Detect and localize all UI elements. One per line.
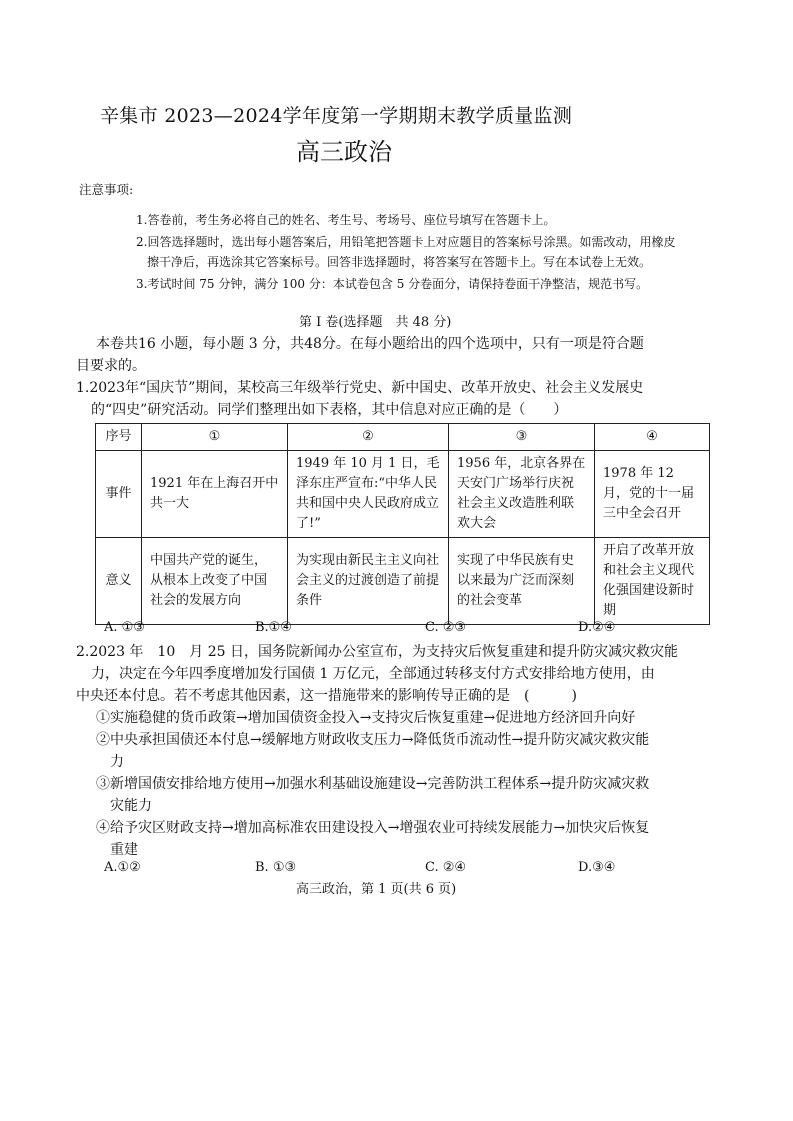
notice-item: 擦干净后，再选涂其它答案标号。回答非选择题时，将答案写在答题卡上。写在本试卷上无效。 <box>147 255 652 269</box>
row-label: 事件 <box>96 451 142 538</box>
q1-stem: 1.2023年“国庆节”期间，某校高三年级举行党史、新中国史、改革开放史、社会主义发展史 <box>76 380 644 396</box>
notice-item: 1.答卷前，考生务必将自己的姓名、考生号、考场号、座位号填写在答题卡上。 <box>136 213 556 227</box>
q1-option-a: A. ①③ <box>104 620 145 635</box>
notice-item: 2.回答选择题时，选出每小题答案后，用铅笔把答题卡上对应题目的答案标号涂黑。如需改动，用橡皮 <box>136 235 676 249</box>
section-title: 第 Ⅰ 卷(选择题 共 48 分) <box>299 315 452 330</box>
q1-option-b: B.①④ <box>255 620 292 635</box>
table-row <box>96 538 710 625</box>
notice-heading: 注意事项: <box>79 182 134 197</box>
table-header: ② <box>288 424 449 451</box>
q2-item: ①实施稳健的货币政策→增加国债资金投入→支持灾后恢复重建→促进地方经济回升向好 <box>96 710 636 726</box>
q2-item: ②中央承担国债还本付息→缓解地方财政收支压力→降低货币流动性→提升防灾减灾救灾能 <box>96 732 650 748</box>
notice-item: 3.考试时间 75 分钟，满分 100 分：本试卷包含 5 分卷面分，请保持卷面干净整洁，规范书写。 <box>136 277 649 291</box>
q2-stem: 力，决定在今年四季度增加发行国债 1 万亿元，全部通过转移支付方式安排给地方使用，由 <box>91 666 655 682</box>
q1-table <box>95 423 710 625</box>
table-header: 序号 <box>96 424 142 451</box>
table-cell: 为实现由新民主主义向社会主义的过渡创造了前提条件 <box>288 538 449 625</box>
q2-option-b: B. ①③ <box>255 860 297 875</box>
table-cell: 1921 年在上海召开中共一大 <box>142 451 288 538</box>
q1-option-d: D.②④ <box>578 620 616 635</box>
row-label: 意义 <box>96 538 142 625</box>
q2-option-a: A.①② <box>104 860 141 875</box>
table-header-row <box>96 424 710 451</box>
section-intro: 本卷共16 小题，每小题 3 分，共48分。在每小题给出的四个选项中，只有一项是符合题 <box>96 336 644 352</box>
section-intro: 目要求的。 <box>76 358 146 374</box>
q2-item: 重建 <box>110 842 138 858</box>
q2-item: ③新增国债安排给地方使用→加强水利基础设施建设→完善防洪工程体系→提升防灾减灾救 <box>96 776 650 792</box>
q2-item: ④给予灾区财政支持→增加高标准农田建设投入→增强农业可持续发展能力→加快灾后恢复 <box>96 820 650 836</box>
q2-item: 灾能力 <box>110 798 152 814</box>
table-cell: 实现了中华民族有史以来最为广泛而深刻的社会变革 <box>449 538 595 625</box>
table-cell: 1956 年，北京各界在天安门广场举行庆祝社会主义改造胜利联欢大会 <box>449 451 595 538</box>
table-header: ④ <box>595 424 710 451</box>
table-cell: 1978 年 12 月，党的十一届三中全会召开 <box>595 451 710 538</box>
q1-stem: 的“四史”研究活动。同学们整理出如下表格，其中信息对应正确的是（ ） <box>91 402 568 418</box>
table-cell: 开启了改革开放和社会主义现代化强国建设新时期 <box>595 538 710 625</box>
q2-option-c: C. ②④ <box>425 860 467 875</box>
table-row <box>96 451 710 538</box>
q2-option-d: D.③④ <box>578 860 616 875</box>
q1-option-c: C. ②③ <box>425 620 467 635</box>
table-header: ③ <box>449 424 595 451</box>
table-cell: 中国共产党的诞生，从根本上改变了中国社会的发展方向 <box>142 538 288 625</box>
exam-title: 辛集市 2023—2024学年度第一学期期末教学质量监测 <box>100 105 573 127</box>
subject-title: 高三政治 <box>296 138 392 166</box>
q2-stem: 中央还本付息。若不考虑其他因素，这一措施带来的影响传导正确的是 ( ) <box>76 688 577 704</box>
page-footer: 高三政治，第 1 页(共 6 页) <box>296 882 457 897</box>
table-header: ① <box>142 424 288 451</box>
table-cell: 1949 年 10 月 1 日，毛泽东庄严宣布:“中华人民共和国中央人民政府成立了!” <box>288 451 449 538</box>
q2-item: 力 <box>110 754 124 770</box>
q2-stem: 2.2023 年 10 月 25 日，国务院新闻办公室宣布，为支持灾后恢复重建和提升防灾减灾救灾能 <box>76 644 678 660</box>
